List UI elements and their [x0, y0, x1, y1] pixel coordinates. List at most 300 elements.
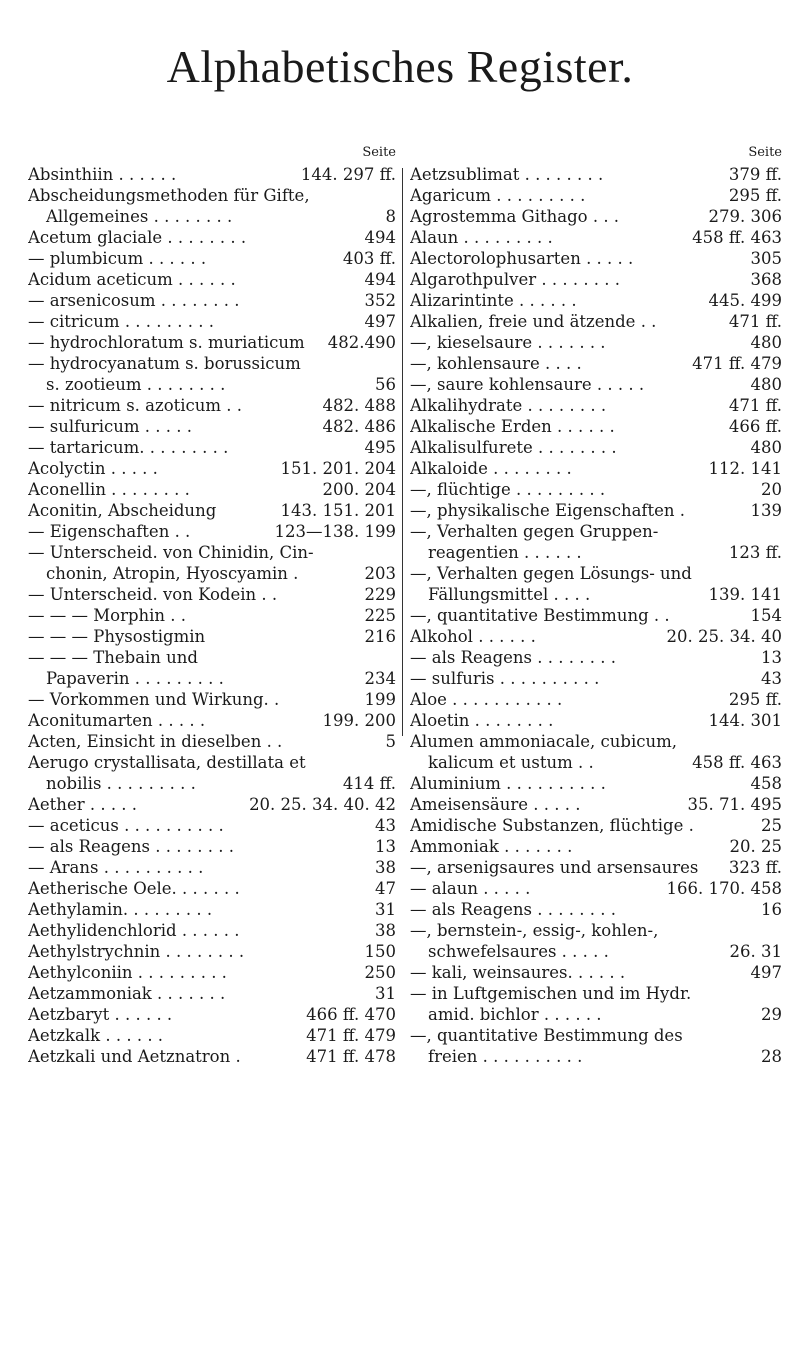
- entry-page: 234: [364, 669, 396, 688]
- index-entry: [28, 626, 396, 647]
- index-entry: [28, 206, 396, 227]
- index-entry: [28, 668, 396, 689]
- entry-spacer: [198, 647, 396, 668]
- entry-term: — — — Thebain und: [28, 648, 198, 667]
- entry-spacer: [240, 878, 375, 899]
- index-entry: [410, 773, 782, 794]
- entry-page: 43: [375, 816, 396, 835]
- entry-page: 154: [750, 606, 782, 625]
- entry-term: — Vorkommen und Wirkung. .: [28, 690, 280, 709]
- entry-spacer: [216, 500, 280, 521]
- index-entry: [410, 206, 782, 227]
- index-entry: [28, 1025, 396, 1046]
- entry-page: 216: [364, 627, 396, 646]
- entry-term: Aethylstrychnin . . . . . . . .: [28, 942, 245, 961]
- entry-spacer: [625, 962, 750, 983]
- entry-page: 323 ff.: [728, 858, 782, 877]
- entry-page: 229: [364, 585, 396, 604]
- entry-page: 35. 71. 495: [687, 795, 782, 814]
- index-entry: [28, 983, 396, 1004]
- entry-page: 199. 200: [322, 711, 396, 730]
- entry-term: Aloetin . . . . . . . .: [410, 711, 554, 730]
- entry-page: 466 ff.: [728, 417, 782, 436]
- index-entry: [410, 794, 782, 815]
- index-column-left: [28, 144, 396, 1067]
- entry-spacer: [242, 395, 322, 416]
- entry-spacer: [577, 290, 709, 311]
- entry-page: 480: [750, 333, 782, 352]
- index-entry: [28, 899, 396, 920]
- entry-term: —, kohlensaure . . . .: [410, 354, 582, 373]
- entry-spacer: [602, 1004, 761, 1025]
- entry-term: — nitricum s. azoticum . .: [28, 396, 243, 415]
- entry-term: Acetum glaciale . . . . . . . .: [28, 228, 247, 247]
- entry-spacer: [305, 332, 328, 353]
- entry-page: 143. 151. 201: [280, 501, 396, 520]
- entry-term: nobilis . . . . . . . . .: [46, 774, 196, 793]
- entry-page: 203: [364, 564, 396, 583]
- entry-term: schwefelsaures . . . . .: [428, 942, 609, 961]
- entry-spacer: [192, 416, 323, 437]
- entry-spacer: [656, 311, 728, 332]
- entry-page: 28: [761, 1047, 782, 1066]
- entry-spacer: [620, 269, 750, 290]
- index-entry: [410, 668, 782, 689]
- index-column-right: [410, 144, 782, 1067]
- entry-page: 494: [364, 228, 396, 247]
- entry-page: 139: [750, 501, 782, 520]
- entry-spacer: [163, 1025, 306, 1046]
- index-entry: [410, 542, 782, 563]
- entry-page: 8: [385, 207, 396, 226]
- entry-spacer: [694, 815, 761, 836]
- entry-spacer: [605, 479, 761, 500]
- entry-spacer: [603, 164, 729, 185]
- entry-term: reagentien . . . . . .: [428, 543, 582, 562]
- entry-spacer: [599, 668, 761, 689]
- entry-term: Acolyctin . . . . .: [28, 459, 158, 478]
- entry-term: Acidum aceticum . . . . . .: [28, 270, 236, 289]
- entry-page: 471 ff. 479: [692, 354, 782, 373]
- entry-spacer: [234, 836, 375, 857]
- entry-spacer: [277, 584, 364, 605]
- entry-page: 482. 486: [322, 417, 396, 436]
- entry-term: — kali, weinsaures. . . . . .: [410, 963, 626, 982]
- entry-page: 403 ff.: [342, 249, 396, 268]
- entry-term: kalicum et ustum . .: [428, 753, 594, 772]
- entry-page: 497: [364, 312, 396, 331]
- entry-term: Acten, Einsicht in dieselben . .: [28, 732, 283, 751]
- index-entry: [410, 899, 782, 920]
- entry-page: 295 ff.: [728, 186, 782, 205]
- entry-page: 225: [364, 606, 396, 625]
- index-entry: [410, 437, 782, 458]
- entry-page: 279. 306: [708, 207, 782, 226]
- entry-term: Ameisensäure . . . . .: [410, 795, 581, 814]
- entry-term: —, arsenigsaures und arsensaures: [410, 858, 699, 877]
- entry-page: 38: [375, 921, 396, 940]
- entry-term: amid. bichlor . . . . . .: [428, 1005, 602, 1024]
- entry-term: Allgemeines . . . . . . . .: [46, 207, 233, 226]
- entry-page: 368: [750, 270, 782, 289]
- entry-spacer: [239, 290, 364, 311]
- entry-term: —, bernstein-, essig-, kohlen-,: [410, 921, 659, 940]
- entry-page: 150: [364, 942, 396, 961]
- entry-term: —, kieselsaure . . . . . . .: [410, 333, 606, 352]
- index-entry: [28, 311, 396, 332]
- entry-page: 20. 25: [729, 837, 782, 856]
- entry-term: freien . . . . . . . . . .: [428, 1047, 583, 1066]
- index-entry: [410, 311, 782, 332]
- page-column-header: Seite: [748, 145, 782, 160]
- index-entry: [28, 773, 396, 794]
- column-divider: [402, 168, 403, 736]
- entry-term: Aetzkalk . . . . . .: [28, 1026, 164, 1045]
- entry-spacer: [158, 458, 281, 479]
- index-entry: [410, 374, 782, 395]
- index-entry: [28, 1004, 396, 1025]
- entry-spacer: [692, 563, 782, 584]
- entry-spacer: [633, 248, 750, 269]
- entry-term: Algarothpulver . . . . . . . .: [410, 270, 621, 289]
- index-entry: [410, 689, 782, 710]
- entry-page: 480: [750, 375, 782, 394]
- entry-spacer: [203, 857, 375, 878]
- entry-spacer: [585, 185, 728, 206]
- entry-spacer: [609, 941, 730, 962]
- entry-term: Aether . . . . .: [28, 795, 138, 814]
- index-entry: [28, 332, 396, 353]
- entry-term: Aetzsublimat . . . . . . . .: [410, 165, 604, 184]
- entry-term: Aethylamin. . . . . . . . .: [28, 900, 213, 919]
- index-entry: [28, 185, 396, 206]
- entry-spacer: [617, 437, 751, 458]
- entry-page: 495: [364, 438, 396, 457]
- entry-term: Aconitin, Abscheidung: [28, 501, 217, 520]
- entry-term: Alkalihydrate . . . . . . . .: [410, 396, 607, 415]
- entry-term: Fällungsmittel . . . .: [428, 585, 591, 604]
- entry-spacer: [282, 731, 385, 752]
- entry-term: Alectorolophusarten . . . . .: [410, 249, 634, 268]
- entry-spacer: [658, 920, 782, 941]
- index-entry: [410, 332, 782, 353]
- entry-page: 26. 31: [729, 942, 782, 961]
- entry-spacer: [562, 689, 729, 710]
- entry-term: — hydrocyanatum s. borussicum: [28, 354, 301, 373]
- entry-page: 494: [364, 270, 396, 289]
- index-entry: [410, 710, 782, 731]
- entry-term: — plumbicum . . . . . .: [28, 249, 207, 268]
- index-entry: [28, 164, 396, 185]
- entry-term: —, saure kohlensaure . . . . .: [410, 375, 645, 394]
- entry-page: 56: [375, 375, 396, 394]
- entry-term: Aerugo crystallisata, destillata et: [28, 753, 306, 772]
- entry-spacer: [224, 668, 365, 689]
- entry-term: Alizarintinte . . . . . .: [410, 291, 577, 310]
- entry-term: Alkalisulfurete . . . . . . . .: [410, 438, 617, 457]
- entry-spacer: [582, 542, 729, 563]
- index-entry: [410, 815, 782, 836]
- entry-page: 25: [761, 816, 782, 835]
- index-entry: [28, 374, 396, 395]
- entry-spacer: [224, 815, 375, 836]
- entry-spacer: [310, 185, 396, 206]
- entry-term: —, quantitative Bestimmung . .: [410, 606, 670, 625]
- entry-spacer: [619, 206, 708, 227]
- index-entry: [28, 878, 396, 899]
- index-entry: [410, 248, 782, 269]
- index-entry: [28, 920, 396, 941]
- entry-spacer: [137, 794, 249, 815]
- index-entry: [28, 1046, 396, 1067]
- entry-spacer: [606, 332, 751, 353]
- entry-page: 20: [761, 480, 782, 499]
- page-title: Alphabetisches Register.: [166, 41, 634, 92]
- entry-spacer: [246, 227, 364, 248]
- index-entry: [410, 269, 782, 290]
- entry-page: 471 ff. 478: [306, 1047, 396, 1066]
- entry-term: Ammoniak . . . . . . .: [410, 837, 573, 856]
- index-entry: [28, 248, 396, 269]
- index-entry: [28, 458, 396, 479]
- entry-spacer: [214, 311, 365, 332]
- entry-term: —, quantitative Bestimmung des: [410, 1026, 683, 1045]
- entry-term: — citricum . . . . . . . . .: [28, 312, 214, 331]
- entry-term: Aluminium . . . . . . . . . .: [410, 774, 606, 793]
- entry-spacer: [582, 1046, 761, 1067]
- entry-page: 13: [375, 837, 396, 856]
- entry-spacer: [582, 353, 692, 374]
- entry-spacer: [581, 794, 688, 815]
- index-entry: [410, 521, 782, 542]
- entry-spacer: [301, 353, 396, 374]
- index-entry: [28, 857, 396, 878]
- entry-spacer: [616, 899, 761, 920]
- entry-spacer: [279, 689, 364, 710]
- index-entry: [28, 689, 396, 710]
- entry-term: — hydrochloratum s. muriaticum: [28, 333, 305, 352]
- index-entry: [28, 395, 396, 416]
- entry-page: 352: [364, 291, 396, 310]
- entry-spacer: [196, 773, 343, 794]
- entry-term: — als Reagens . . . . . . . .: [410, 648, 616, 667]
- index-entry: [410, 752, 782, 773]
- entry-term: — als Reagens . . . . . . . .: [410, 900, 616, 919]
- entry-spacer: [616, 647, 761, 668]
- entry-term: Abscheidungsmethoden für Gifte,: [28, 186, 310, 205]
- entry-term: — arsenicosum . . . . . . . .: [28, 291, 240, 310]
- entry-term: —, Verhalten gegen Lösungs- und: [410, 564, 692, 583]
- entry-page: 47: [375, 879, 396, 898]
- entry-spacer: [698, 857, 728, 878]
- index-entry: [410, 227, 782, 248]
- index-entry: [410, 164, 782, 185]
- entry-page: 379 ff.: [728, 165, 782, 184]
- index-entry: [28, 437, 396, 458]
- index-entry: [28, 563, 396, 584]
- entry-page: 497: [750, 963, 782, 982]
- entry-page: 482.490: [327, 333, 396, 352]
- entry-term: Aloe . . . . . . . . . . .: [410, 690, 563, 709]
- entry-term: — tartaricum. . . . . . . . .: [28, 438, 229, 457]
- entry-page: 20. 25. 34. 40: [666, 627, 782, 646]
- entry-term: — — — Physostigmin: [28, 627, 206, 646]
- entry-term: Aetzammoniak . . . . . . .: [28, 984, 226, 1003]
- index-entry: [410, 1004, 782, 1025]
- entry-spacer: [225, 374, 375, 395]
- entry-term: — als Reagens . . . . . . . .: [28, 837, 234, 856]
- index-entry: [28, 710, 396, 731]
- entry-term: Aetherische Oele. . . . . . .: [28, 879, 240, 898]
- entry-page: 200. 204: [322, 480, 396, 499]
- entry-spacer: [594, 752, 692, 773]
- entry-term: — aceticus . . . . . . . . . .: [28, 816, 224, 835]
- entry-page: 458: [750, 774, 782, 793]
- entry-page: 471 ff. 479: [306, 1026, 396, 1045]
- index-entry: [28, 584, 396, 605]
- entry-spacer: [205, 710, 322, 731]
- entry-spacer: [530, 878, 666, 899]
- index-entry: [410, 584, 782, 605]
- entry-spacer: [241, 1046, 306, 1067]
- index-entry: [28, 290, 396, 311]
- entry-spacer: [212, 899, 375, 920]
- index-entry: [410, 1025, 782, 1046]
- entry-term: Aethylidenchlorid . . . . . .: [28, 921, 240, 940]
- entry-spacer: [606, 395, 729, 416]
- index-entry: [410, 353, 782, 374]
- index-entry: [410, 395, 782, 416]
- index-entry: [410, 185, 782, 206]
- index-entry: [410, 983, 782, 1004]
- index-entry: [410, 731, 782, 752]
- entry-term: —, physikalische Eigenschaften .: [410, 501, 686, 520]
- entry-page: 482. 488: [322, 396, 396, 415]
- entry-page: 295 ff.: [728, 690, 782, 709]
- entry-spacer: [691, 983, 782, 1004]
- index-entry: [410, 290, 782, 311]
- entry-spacer: [615, 416, 729, 437]
- entry-term: — Arans . . . . . . . . . .: [28, 858, 204, 877]
- entry-page: 166. 170. 458: [666, 879, 782, 898]
- index-entry: [28, 794, 396, 815]
- entry-spacer: [228, 437, 364, 458]
- entry-term: Agaricum . . . . . . . . .: [410, 186, 586, 205]
- entry-page: 471 ff.: [728, 312, 782, 331]
- entry-spacer: [227, 962, 365, 983]
- entry-spacer: [553, 710, 708, 731]
- entry-page: 38: [375, 858, 396, 877]
- entry-page: 445. 499: [708, 291, 782, 310]
- entry-term: — Unterscheid. von Chinidin, Cin-: [28, 543, 314, 562]
- entry-page: 414 ff.: [342, 774, 396, 793]
- entry-term: — Unterscheid. von Kodein . .: [28, 585, 278, 604]
- entry-spacer: [206, 248, 343, 269]
- entry-spacer: [536, 626, 667, 647]
- entry-page: 144. 297 ff.: [300, 165, 396, 184]
- entry-term: Alkaloide . . . . . . . .: [410, 459, 572, 478]
- index-entry: [28, 731, 396, 752]
- index-entry: [410, 647, 782, 668]
- index-entry: [28, 836, 396, 857]
- entry-term: Alkalien, freie und ätzende . .: [410, 312, 657, 331]
- entry-spacer: [232, 206, 385, 227]
- index-entry: [28, 353, 396, 374]
- entry-term: Alkohol . . . . . .: [410, 627, 536, 646]
- index-entry: [410, 878, 782, 899]
- entry-spacer: [186, 605, 364, 626]
- entry-spacer: [190, 521, 274, 542]
- entry-page: 43: [761, 669, 782, 688]
- entry-spacer: [190, 479, 323, 500]
- index-entry: [28, 479, 396, 500]
- index-entry: [410, 626, 782, 647]
- entry-spacer: [205, 626, 364, 647]
- entry-page: 123—138. 199: [274, 522, 396, 541]
- entry-spacer: [244, 941, 364, 962]
- entry-spacer: [236, 269, 365, 290]
- entry-term: —, flüchtige . . . . . . . . .: [410, 480, 606, 499]
- entry-term: — sulfuricum . . . . .: [28, 417, 192, 436]
- entry-spacer: [314, 542, 396, 563]
- entry-page: 471 ff.: [728, 396, 782, 415]
- index-entry: [410, 500, 782, 521]
- index-entry: [410, 941, 782, 962]
- index-entry: [410, 416, 782, 437]
- entry-term: Amidische Substanzen, flüchtige .: [410, 816, 694, 835]
- entry-page: 144. 301: [708, 711, 782, 730]
- entry-spacer: [553, 227, 692, 248]
- entry-spacer: [572, 836, 729, 857]
- entry-term: Absinthiin . . . . . .: [28, 165, 177, 184]
- index-entry: [28, 416, 396, 437]
- entry-term: Aetzkali und Aetznatron .: [28, 1047, 241, 1066]
- entry-spacer: [683, 1025, 782, 1046]
- entry-spacer: [298, 563, 364, 584]
- entry-spacer: [590, 584, 708, 605]
- index-entry: [28, 542, 396, 563]
- entry-page: 31: [375, 900, 396, 919]
- entry-term: Alaun . . . . . . . . .: [410, 228, 553, 247]
- entry-page: 13: [761, 648, 782, 667]
- entry-spacer: [658, 521, 782, 542]
- entry-page: 112. 141: [708, 459, 782, 478]
- index-entry: [28, 815, 396, 836]
- index-entry: [410, 962, 782, 983]
- index-entry: [28, 605, 396, 626]
- index-entry: [410, 1046, 782, 1067]
- entry-spacer: [644, 374, 750, 395]
- entry-spacer: [572, 458, 709, 479]
- entry-page: 250: [364, 963, 396, 982]
- entry-page: 5: [385, 732, 396, 751]
- entry-term: Aconellin . . . . . . . .: [28, 480, 190, 499]
- entry-term: Alkalische Erden . . . . . .: [410, 417, 615, 436]
- entry-term: Papaverin . . . . . . . . .: [46, 669, 224, 688]
- entry-spacer: [176, 164, 301, 185]
- entry-spacer: [685, 500, 750, 521]
- entry-page: 480: [750, 438, 782, 457]
- index-entry: [410, 836, 782, 857]
- entry-page: 29: [761, 1005, 782, 1024]
- entry-page: 16: [761, 900, 782, 919]
- index-entry: [28, 752, 396, 773]
- entry-page: 123 ff.: [728, 543, 782, 562]
- index-entry: [410, 857, 782, 878]
- entry-term: Alumen ammoniacale, cubicum,: [410, 732, 677, 751]
- index-entry: [410, 920, 782, 941]
- entry-spacer: [225, 983, 375, 1004]
